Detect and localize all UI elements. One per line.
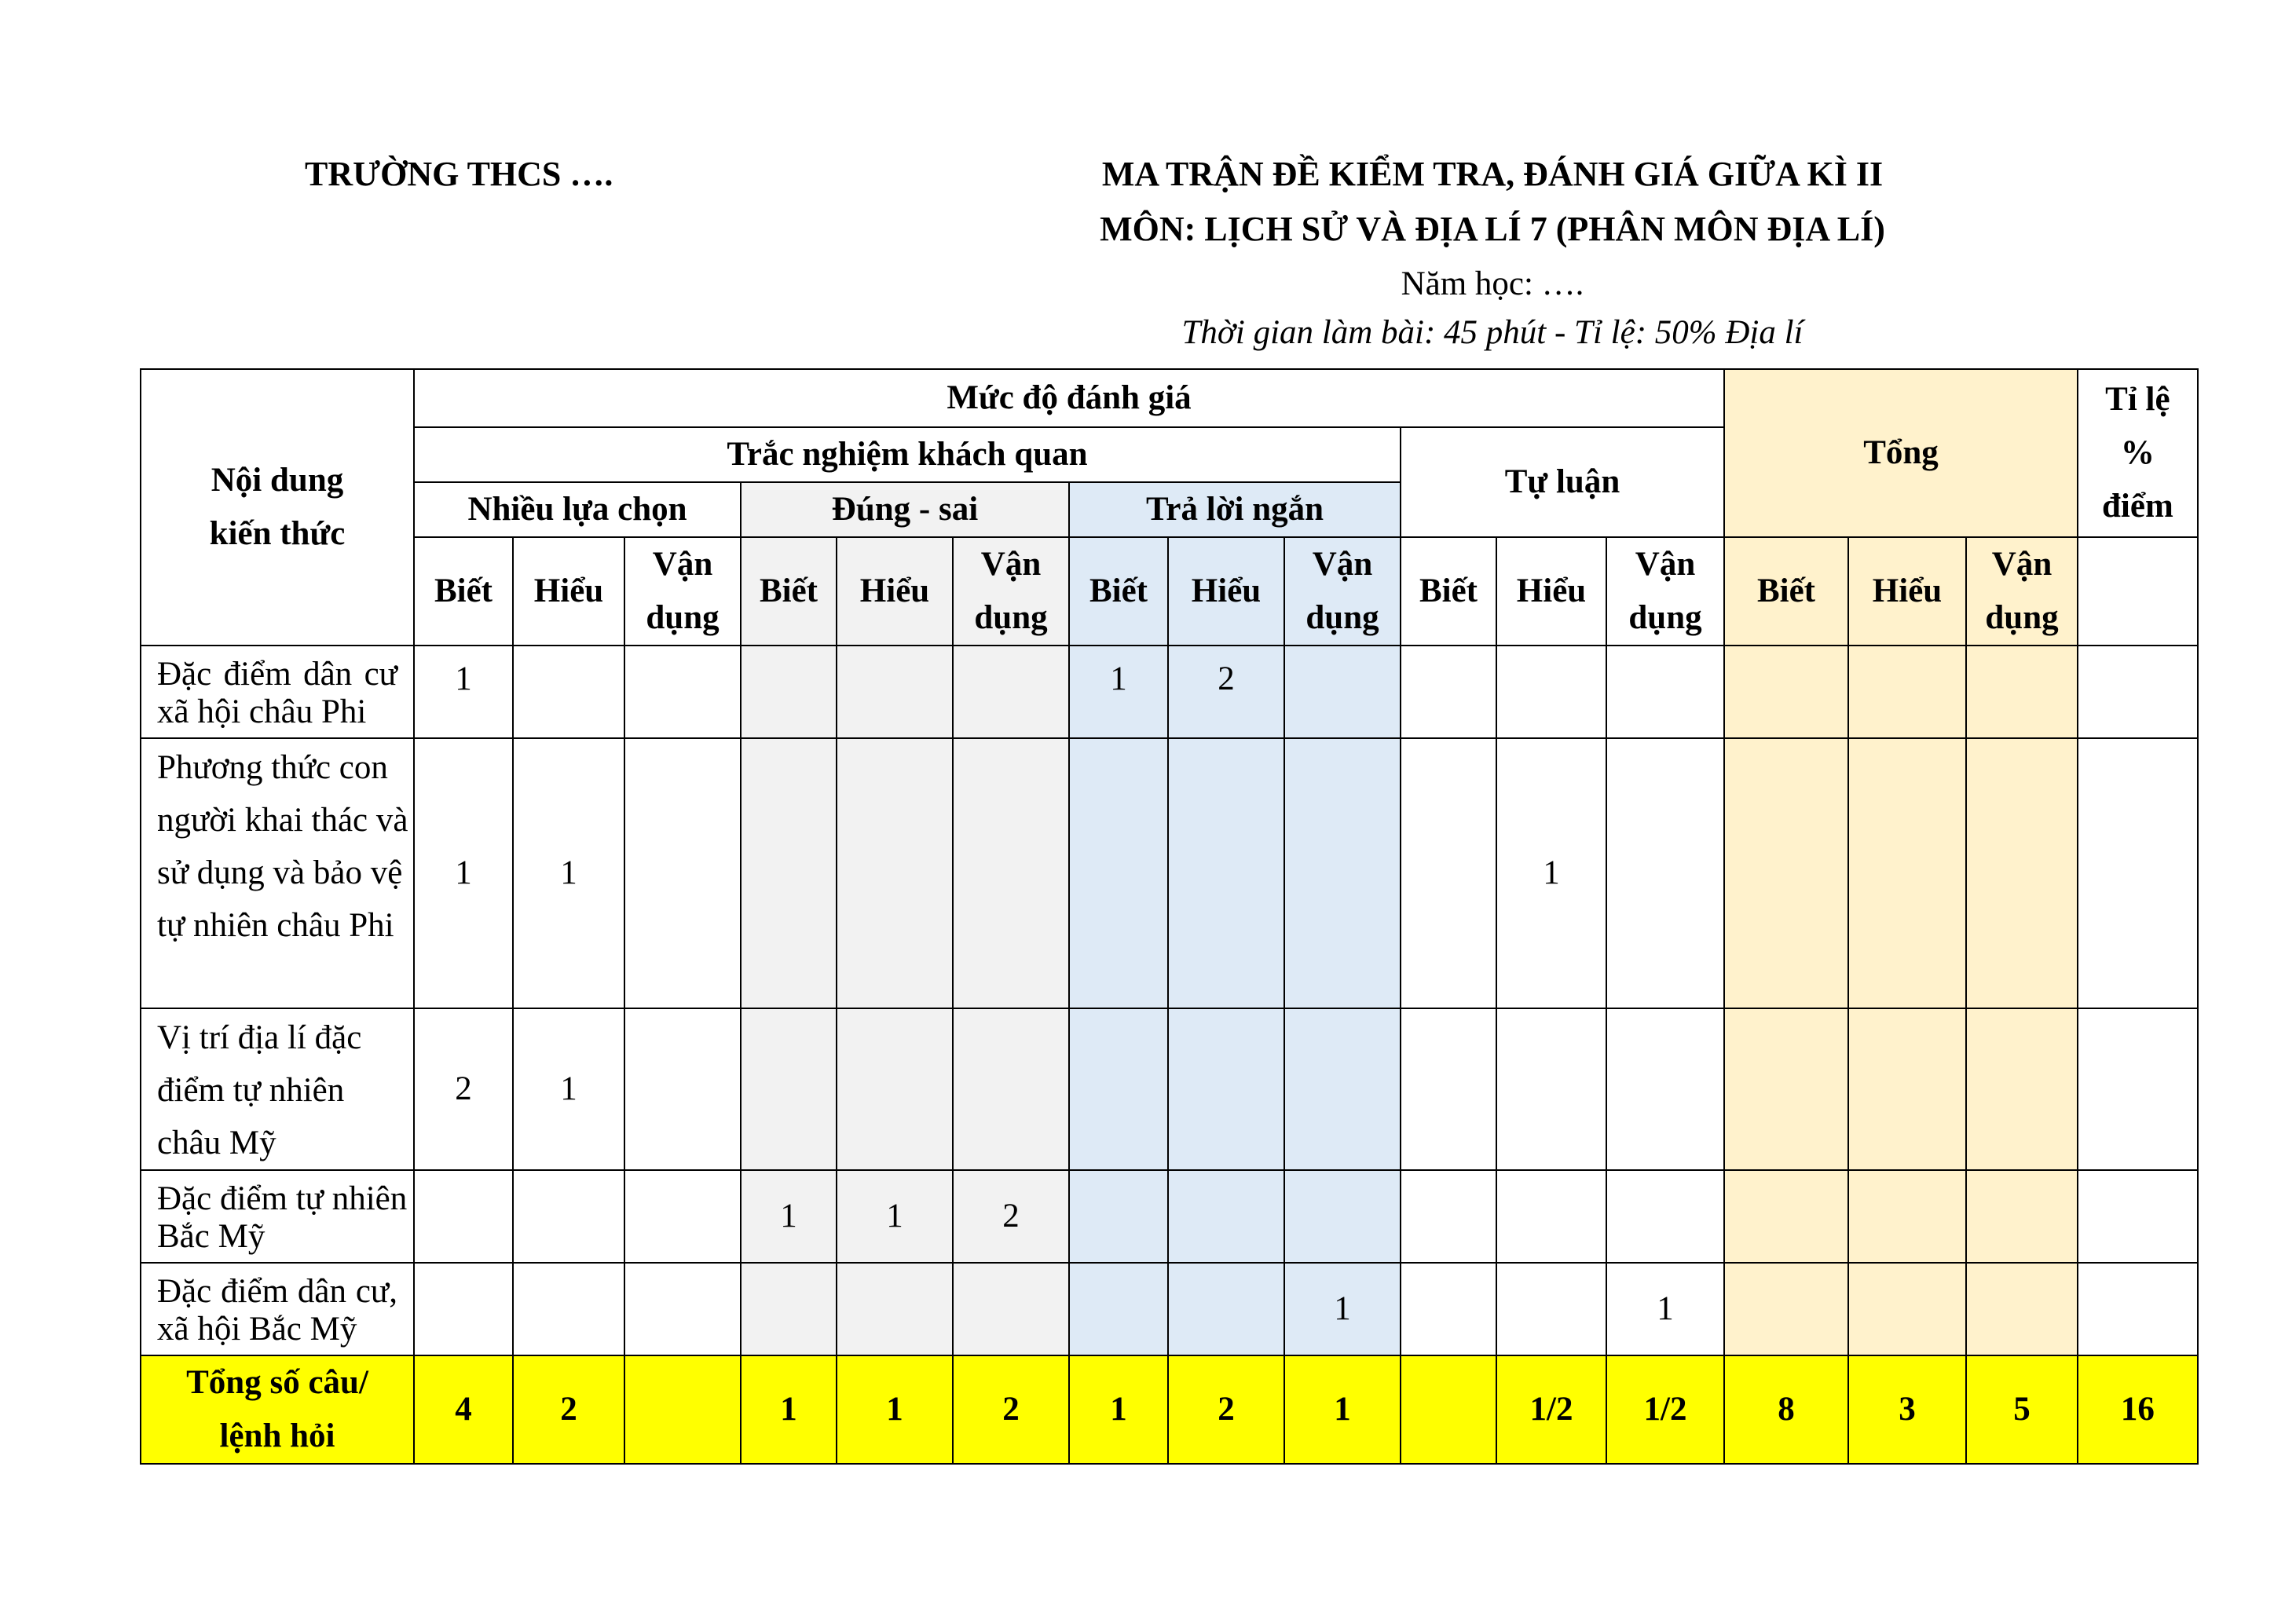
school-year: Năm học: ….	[1401, 265, 1584, 302]
level-hieu-header: Hiểu	[1168, 537, 1284, 646]
level-biet-header: Biết	[741, 537, 837, 646]
multiple-choice-header: Nhiều lựa chọn	[414, 482, 741, 537]
count-cell	[1496, 1263, 1606, 1355]
level-header: Mức độ đánh giá	[414, 369, 1724, 427]
count-cell	[624, 1008, 741, 1170]
total-count-cell: 2	[1168, 1355, 1284, 1464]
count-cell: 1	[414, 738, 513, 1008]
count-cell	[1284, 646, 1401, 738]
count-cell: 2	[953, 1170, 1069, 1263]
total-count-cell: 1/2	[1496, 1355, 1606, 1464]
count-cell	[1284, 1008, 1401, 1170]
level-van-dung-header: Vận dụng	[953, 537, 1069, 646]
count-cell	[837, 738, 953, 1008]
total-count-cell: 1/2	[1606, 1355, 1724, 1464]
count-cell	[1848, 738, 1966, 1008]
count-cell	[1606, 1170, 1724, 1263]
title-line-2: MÔN: LỊCH SỬ VÀ ĐỊA LÍ 7 (PHÂN MÔN ĐỊA LÍ)	[1100, 210, 1885, 248]
count-cell	[513, 646, 624, 738]
count-cell	[1966, 1170, 2078, 1263]
count-cell	[624, 1263, 741, 1355]
count-cell	[1848, 1263, 1966, 1355]
count-cell	[1168, 738, 1284, 1008]
count-cell	[624, 646, 741, 738]
count-cell	[1401, 738, 1496, 1008]
percent-header: Tỉ lệ % điểm	[2078, 369, 2198, 537]
level-van-dung-header: Vận dụng	[1966, 537, 2078, 646]
table-row	[141, 1263, 2198, 1355]
level-biet-header: Biết	[414, 537, 513, 646]
count-cell	[1496, 1170, 1606, 1263]
count-cell	[1496, 1008, 1606, 1170]
count-cell	[1606, 738, 1724, 1008]
count-cell	[1724, 1008, 1848, 1170]
count-cell	[1848, 1008, 1966, 1170]
topic-cell: Đặc điểm dân cư, xã hội Bắc Mỹ	[141, 1263, 414, 1355]
total-header: Tổng	[1724, 369, 2078, 537]
count-cell	[1069, 1170, 1168, 1263]
total-count-cell: 16	[2078, 1355, 2198, 1464]
count-cell	[1284, 1170, 1401, 1263]
total-count-cell: 2	[513, 1355, 624, 1464]
count-cell	[1069, 738, 1168, 1008]
count-cell	[1401, 1008, 1496, 1170]
count-cell: 1	[837, 1170, 953, 1263]
content-header: Nội dung kiến thức	[141, 369, 414, 646]
count-cell	[1168, 1170, 1284, 1263]
level-van-dung-header: Vận dụng	[1284, 537, 1401, 646]
count-cell	[1966, 646, 2078, 738]
objective-header: Trắc nghiệm khách quan	[414, 427, 1401, 482]
count-cell	[1168, 1263, 1284, 1355]
count-cell: 1	[513, 1008, 624, 1170]
total-count-cell: 4	[414, 1355, 513, 1464]
count-cell	[2078, 1170, 2198, 1263]
count-cell	[1848, 646, 1966, 738]
count-cell	[1724, 1263, 1848, 1355]
count-cell	[1724, 646, 1848, 738]
count-cell	[513, 1263, 624, 1355]
count-cell	[1848, 1170, 1966, 1263]
count-cell: 1	[1496, 738, 1606, 1008]
level-van-dung-header: Vận dụng	[1606, 537, 1724, 646]
total-count-cell: 3	[1848, 1355, 1966, 1464]
count-cell	[2078, 1263, 2198, 1355]
count-cell: 1	[1606, 1263, 1724, 1355]
count-cell	[1401, 646, 1496, 738]
count-cell: 1	[513, 738, 624, 1008]
count-cell	[1606, 1008, 1724, 1170]
count-cell	[1069, 1008, 1168, 1170]
count-cell	[1966, 1263, 2078, 1355]
count-cell	[837, 1008, 953, 1170]
count-cell	[1724, 1170, 1848, 1263]
school-name: TRƯỜNG THCS ….	[305, 155, 613, 193]
total-row-label: Tổng số câu/ lệnh hỏi	[141, 1355, 414, 1464]
level-van-dung-header: Vận dụng	[624, 537, 741, 646]
table-row	[141, 1008, 2198, 1170]
count-cell	[1401, 1170, 1496, 1263]
count-cell	[741, 646, 837, 738]
count-cell	[2078, 738, 2198, 1008]
count-cell: 1	[741, 1170, 837, 1263]
count-cell	[1724, 738, 1848, 1008]
true-false-header: Đúng - sai	[741, 482, 1069, 537]
level-hieu-header: Hiểu	[837, 537, 953, 646]
level-biet-header: Biết	[1401, 537, 1496, 646]
count-cell: 1	[414, 646, 513, 738]
count-cell	[624, 738, 741, 1008]
count-cell	[1606, 646, 1724, 738]
count-cell	[1069, 1263, 1168, 1355]
total-count-cell: 1	[741, 1355, 837, 1464]
count-cell	[953, 1263, 1069, 1355]
count-cell	[953, 1008, 1069, 1170]
count-cell	[414, 1170, 513, 1263]
level-biet-header: Biết	[1069, 537, 1168, 646]
total-count-cell: 1	[1284, 1355, 1401, 1464]
count-cell	[953, 738, 1069, 1008]
total-count-cell: 5	[1966, 1355, 2078, 1464]
level-hieu-header: Hiểu	[1848, 537, 1966, 646]
essay-header: Tự luận	[1401, 427, 1724, 537]
total-count-cell: 8	[1724, 1355, 1848, 1464]
assessment-matrix-table	[140, 368, 2199, 1465]
count-cell	[624, 1170, 741, 1263]
total-count-cell: 1	[837, 1355, 953, 1464]
count-cell: 1	[1069, 646, 1168, 738]
table-row	[141, 738, 2198, 1008]
title-line-1: MA TRẬN ĐỀ KIỂM TRA, ĐÁNH GIÁ GIỮA KÌ II	[1101, 155, 1884, 193]
count-cell	[741, 1263, 837, 1355]
count-cell	[837, 1263, 953, 1355]
topic-cell: Đặc điểm dân cư xã hội châu Phi	[141, 646, 414, 738]
total-count-cell: 2	[953, 1355, 1069, 1464]
topic-cell: Vị trí địa lí đặc điểm tự nhiên châu Mỹ	[141, 1008, 414, 1170]
level-hieu-header: Hiểu	[1496, 537, 1606, 646]
count-cell	[513, 1170, 624, 1263]
topic-cell: Phương thức con người khai thác và sử dụng và bảo vệ tự nhiên châu Phi	[141, 738, 414, 1008]
total-row	[141, 1355, 2198, 1464]
short-answer-header: Trả lời ngắn	[1069, 482, 1401, 537]
count-cell	[1284, 738, 1401, 1008]
table-row	[141, 646, 2198, 738]
level-hieu-header: Hiểu	[513, 537, 624, 646]
total-count-cell: 1	[1069, 1355, 1168, 1464]
percent-level-cell	[2078, 537, 2198, 646]
count-cell	[1496, 646, 1606, 738]
table-row	[141, 1170, 2198, 1263]
time-note: Thời gian làm bài: 45 phút - Tỉ lệ: 50% Địa lí	[1181, 314, 1803, 351]
count-cell	[1966, 1008, 2078, 1170]
count-cell	[1401, 1263, 1496, 1355]
count-cell: 2	[414, 1008, 513, 1170]
count-cell	[953, 646, 1069, 738]
count-cell: 2	[1168, 646, 1284, 738]
count-cell	[1966, 738, 2078, 1008]
count-cell	[2078, 646, 2198, 738]
topic-cell: Đặc điểm tự nhiên Bắc Mỹ	[141, 1170, 414, 1263]
count-cell	[741, 1008, 837, 1170]
count-cell	[2078, 1008, 2198, 1170]
count-cell	[1168, 1008, 1284, 1170]
document-title-block	[1021, 154, 1964, 353]
level-biet-header: Biết	[1724, 537, 1848, 646]
count-cell: 1	[1284, 1263, 1401, 1355]
total-count-cell	[1401, 1355, 1496, 1464]
count-cell	[837, 646, 953, 738]
total-count-cell	[624, 1355, 741, 1464]
count-cell	[414, 1263, 513, 1355]
count-cell	[741, 738, 837, 1008]
